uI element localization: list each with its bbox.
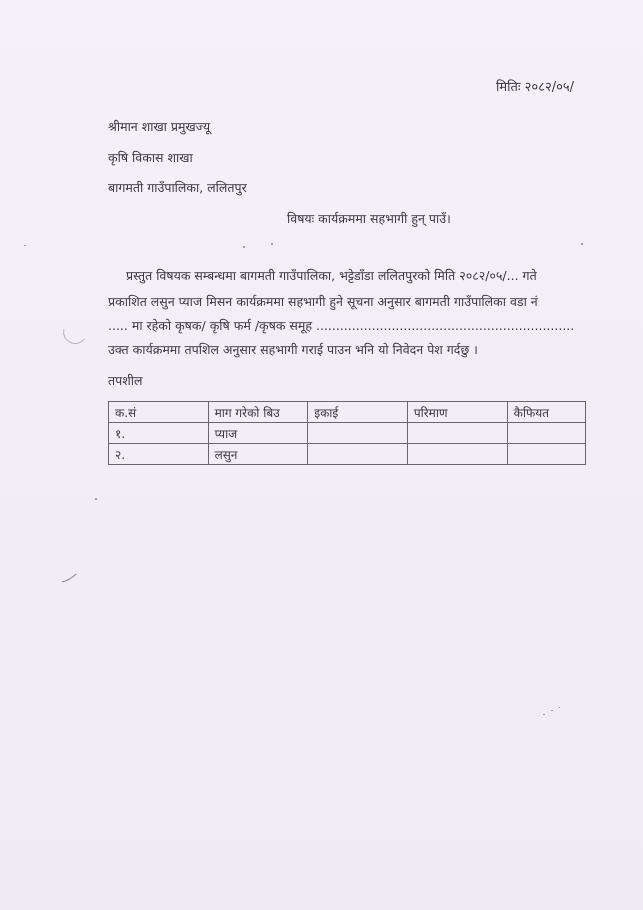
table-header-cell: इकाई <box>308 402 408 423</box>
scan-speck <box>95 498 97 500</box>
table-cell <box>507 423 585 444</box>
scan-speck <box>551 710 553 711</box>
table-cell: लसुन <box>208 444 308 465</box>
table-cell <box>507 444 585 465</box>
recipient-office: कृषि विकास शाखा <box>108 150 193 165</box>
table-header-cell: कैफियत <box>507 402 585 423</box>
document-date: मितिः २०८२/०५/ <box>496 80 574 95</box>
recipient-title: श्रीमान शाखा प्रमुखज्यू <box>108 119 211 134</box>
table-cell: प्याज <box>208 423 308 444</box>
table-row <box>109 423 586 444</box>
recipient-location: बागमती गाउँपालिका, ललितपुर <box>108 180 247 195</box>
scan-speck <box>243 246 245 248</box>
scan-mark <box>60 325 86 347</box>
body-line-3: ..... मा रहेको कृषक/ कृषि फर्म /कृषक समूह ................................................................. <box>108 318 575 333</box>
body-line-2: प्रकाशित लसुन प्याज मिसन कार्यक्रममा सहभागी हुने सूचना अनुसार बागमती गाउँपालिका वडा नं <box>108 294 538 309</box>
table-cell <box>308 423 408 444</box>
table-header-cell: परिमाण <box>407 402 507 423</box>
table-cell: १. <box>109 423 209 444</box>
table-header-cell: क.सं <box>109 402 209 423</box>
body-line-4: उक्त कार्यक्रममा तपशिल अनुसार सहभागी गराई पाउन भनि यो निवेदन पेश गर्दछु । <box>108 342 478 357</box>
scan-speck <box>581 243 583 245</box>
scan-speck <box>559 707 560 708</box>
table-cell <box>407 444 507 465</box>
table-cell <box>407 423 507 444</box>
scan-mark <box>60 572 80 584</box>
table-header-cell: माग गरेको बिउ <box>208 402 308 423</box>
table-cell <box>308 444 408 465</box>
details-label: तपशील <box>108 373 143 388</box>
scan-speck <box>271 243 273 245</box>
subject-line: विषयः कार्यक्रममा सहभागी हुन् पाउँ। <box>287 211 451 226</box>
table-row <box>109 444 586 465</box>
scan-speck <box>543 714 545 715</box>
table-header-row <box>109 402 586 423</box>
details-table <box>108 401 586 465</box>
scan-speck <box>24 245 26 246</box>
body-line-1: प्रस्तुत विषयक सम्बन्धमा बागमती गाउँपालिका, भट्टेडाँडा ललितपुरको मिति २०८२/०५/... गते <box>126 268 537 283</box>
table-cell: २. <box>109 444 209 465</box>
